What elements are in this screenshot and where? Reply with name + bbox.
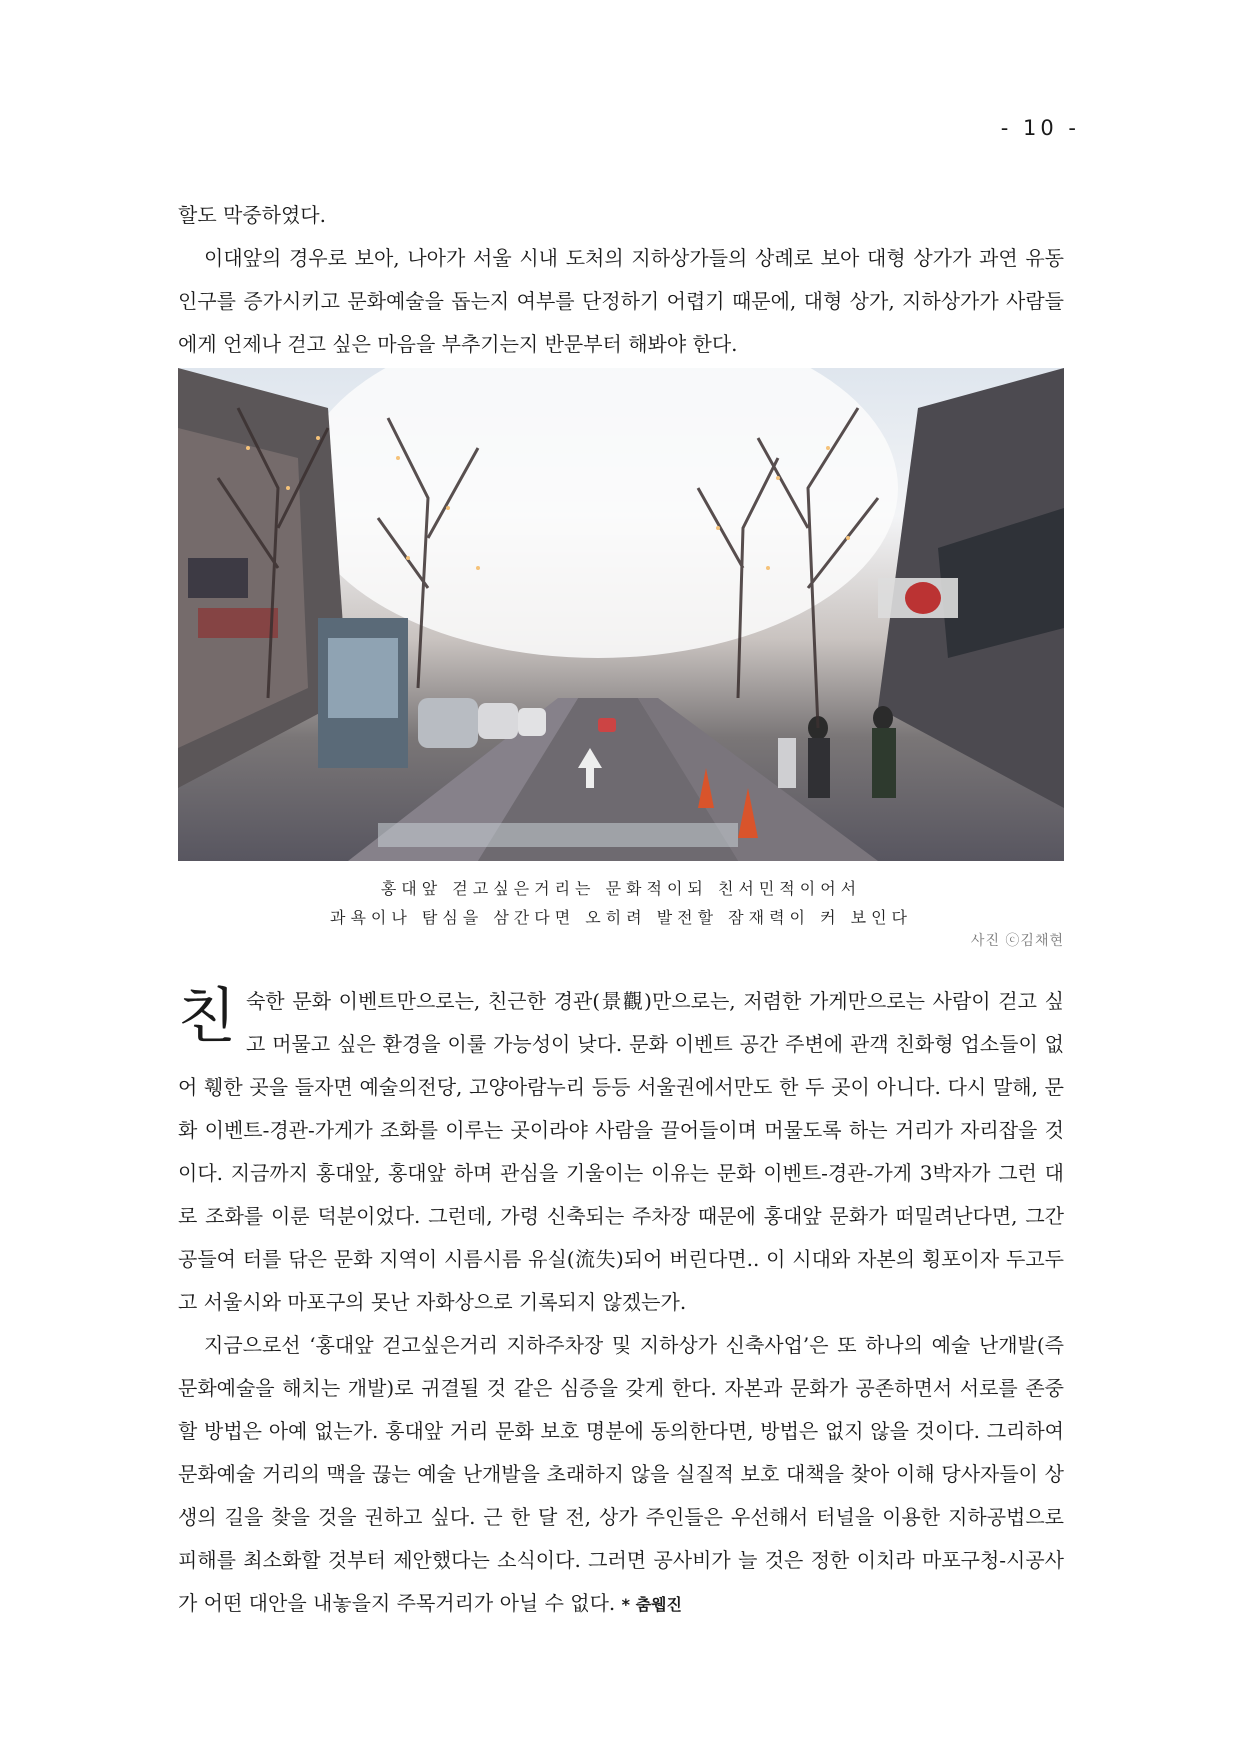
body-paragraph-text: 지금으로선 ‘홍대앞 걷고싶은거리 지하주차장 및 지하상가 신축사업’은 또 하나의 예술 난개발(즉 문화예술을 해치는 개발)로 귀결될 것 같은 심증을 갖게 한다. 자본과 문화가 공존하면서 서로를 존중할 방법은 아예 없는가. 홍대앞 거리 문화 보호 명분에 동의한다면, 방법은 없지 않을 것이다. 그리하여 문화예술 거리의 맥을 끊는 예술 난개발을 초래하지 않을 실질적 보호 대책을 찾아 이해 당사자들이 상생의 길을 찾을 것을 권하고 싶다. 근 한 달 전, 상가 주인들은 우선해서 터널을 이용한 지하공법으로 피해를 최소화할 것부터 제안했다는 소식이다. 그러면 공사비가 늘 것은 정한 이치라 마포구청-시공사가 어떤 대안을 내놓을지 주목거리가 아닐 수 없다. <box>178 1333 1064 1615</box>
page-number: - 10 - <box>1000 116 1080 140</box>
caption-line: 홍대앞 걷고싶은거리는 문화적이되 친서민적이어서 <box>380 879 862 898</box>
body-paragraph <box>178 1324 1064 1626</box>
photo-caption <box>178 874 1064 932</box>
source-signature: * 춤웹진 <box>621 1595 682 1614</box>
intro-line: 할도 막중하였다. <box>178 203 326 227</box>
caption-line: 과욕이나 탐심을 삼간다면 오히려 발전할 잠재력이 커 보인다 <box>329 908 912 927</box>
street-photo <box>178 368 1064 861</box>
intro-paragraph: 이대앞의 경우로 보아, 나아가 서울 시내 도처의 지하상가들의 상례로 보아 대형 상가가 과연 유동인구를 증가시키고 문화예술을 돕는지 여부를 단정하기 어렵기 때문에, 대형 상가, 지하상가가 사람들에게 언제나 걷고 싶은 마음을 부추기는지 반문부터 해봐야 한다. <box>178 246 1064 356</box>
street-photo-illustration <box>178 368 1064 861</box>
main-text <box>178 980 1064 1626</box>
photo-credit: 사진 ⓒ김채현 <box>970 933 1064 949</box>
drop-cap: 친 <box>178 982 236 1052</box>
intro-text <box>178 194 1064 366</box>
body-paragraph: 숙한 문화 이벤트만으로는, 친근한 경관(景觀)만으로는, 저렴한 가게만으로는 사람이 걷고 싶고 머물고 싶은 환경을 이룰 가능성이 낮다. 문화 이벤트 공간 주변에 관객 친화형 업소들이 없어 휑한 곳을 들자면 예술의전당, 고양아람누리 등등 서울권에서만도 한 두 곳이 아니다. 다시 말해, 문화 이벤트-경관-가게가 조화를 이루는 곳이라야 사람을 끌어들이며 머물도록 하는 거리가 자리잡을 것이다. 지금까지 홍대앞, 홍대앞 하며 관심을 기울이는 이유는 문화 이벤트-경관-가게 3박자가 그런 대로 조화를 이룬 덕분이었다. 그런데, 가령 신축되는 주차장 때문에 홍대앞 문화가 떠밀려난다면, 그간 공들여 터를 닦은 문화 지역이 시름시름 유실(流失)되어 버린다면.. 이 시대와 자본의 횡포이자 두고두고 서울시와 마포구의 못난 자화상으로 기록되지 않겠는가. <box>178 989 1064 1314</box>
